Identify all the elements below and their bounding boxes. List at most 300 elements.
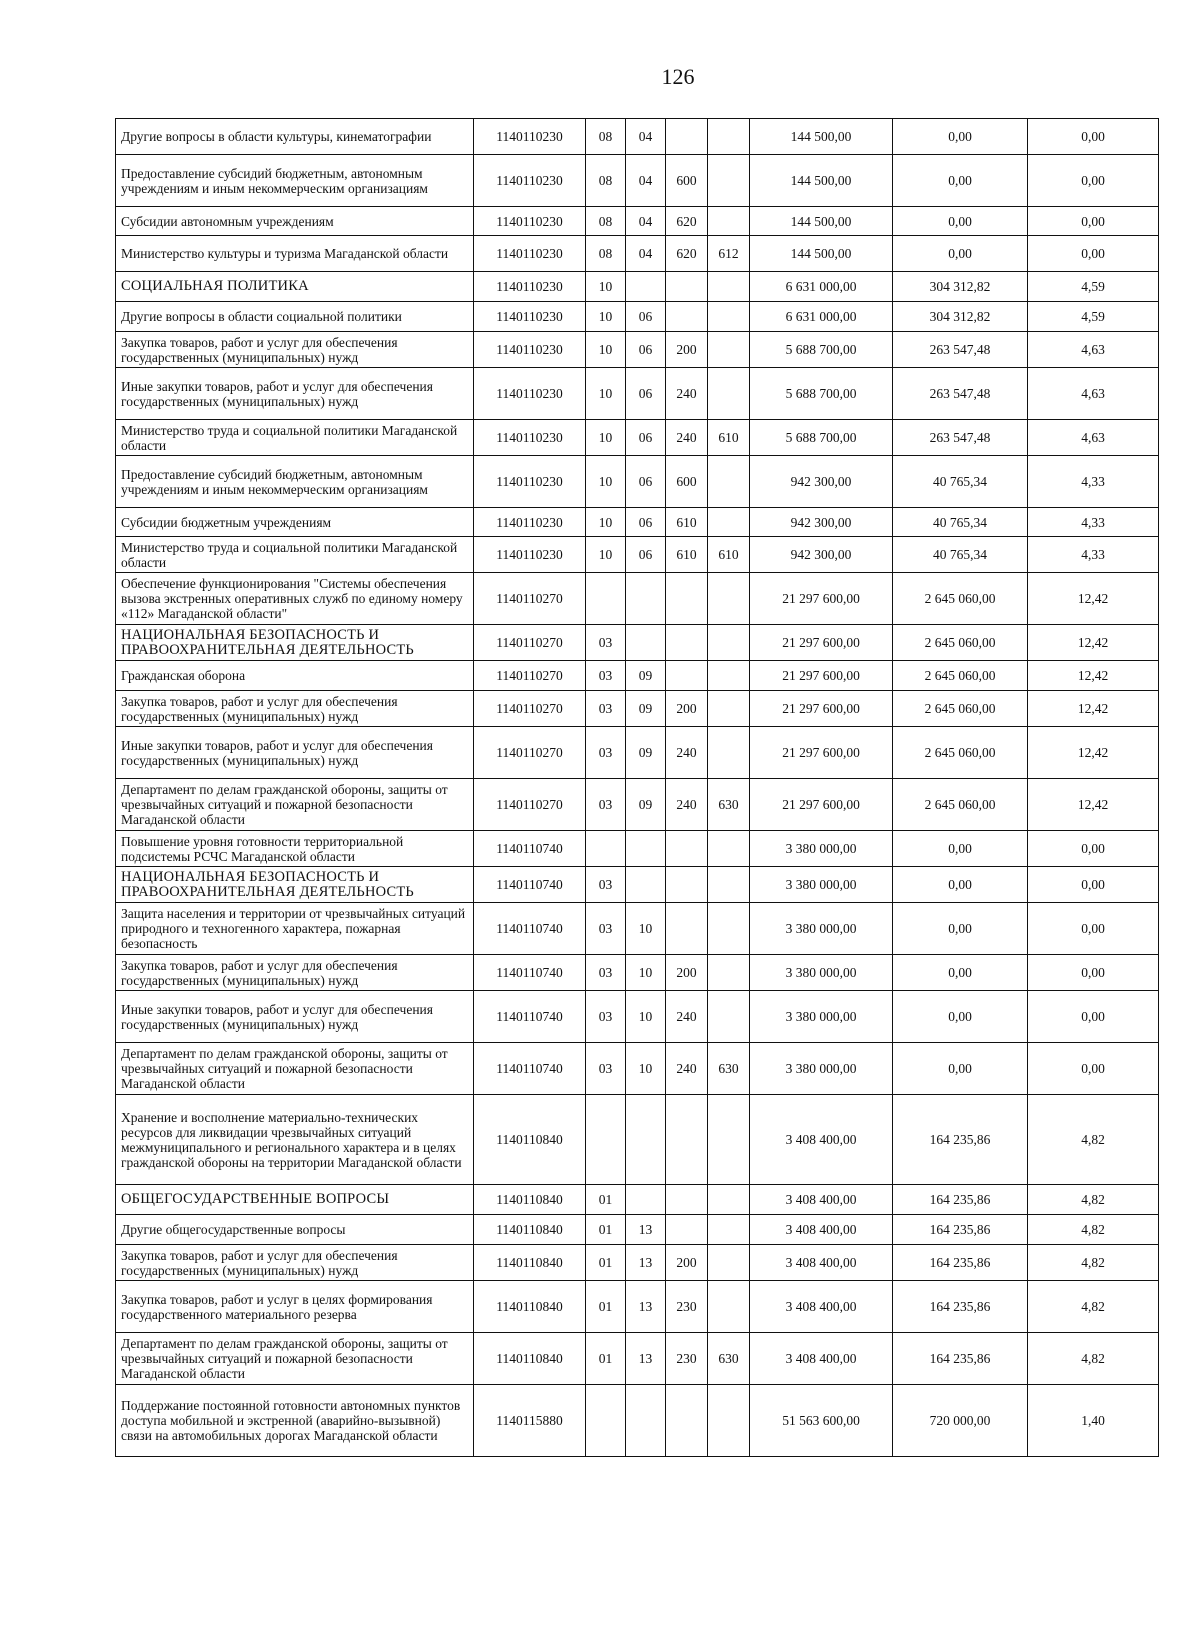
row-name-cell: Иные закупки товаров, работ и услуг для обеспечения государственных (муниципальных) нужд xyxy=(116,991,474,1043)
section-code-cell: 01 xyxy=(586,1281,626,1333)
target-article-code-cell: 1140110840 xyxy=(474,1333,586,1385)
planned-amount-cell: 3 408 400,00 xyxy=(750,1185,893,1215)
target-article-code-cell: 1140110230 xyxy=(474,508,586,537)
expense-type-code-cell xyxy=(666,625,708,661)
subsection-code-cell: 04 xyxy=(626,207,666,236)
planned-amount-cell: 144 500,00 xyxy=(750,155,893,207)
subsection-code-cell: 06 xyxy=(626,456,666,508)
subsection-code-cell: 06 xyxy=(626,537,666,573)
subsection-code-cell xyxy=(626,1185,666,1215)
target-article-code-cell: 1140110230 xyxy=(474,119,586,155)
subsection-code-cell: 10 xyxy=(626,1043,666,1095)
row-name-cell: Министерство культуры и туризма Магаданской области xyxy=(116,236,474,272)
target-article-code-cell: 1140110230 xyxy=(474,368,586,420)
section-code-cell: 03 xyxy=(586,691,626,727)
expense-type-code-cell xyxy=(666,573,708,625)
executed-amount-cell: 2 645 060,00 xyxy=(893,691,1028,727)
table-row xyxy=(116,903,1159,955)
execution-percent-cell: 0,00 xyxy=(1028,207,1159,236)
table-row xyxy=(116,727,1159,779)
administrator-code-cell: 630 xyxy=(708,1043,750,1095)
planned-amount-cell: 942 300,00 xyxy=(750,456,893,508)
target-article-code-cell: 1140110270 xyxy=(474,727,586,779)
table-row xyxy=(116,573,1159,625)
row-name-cell: Министерство труда и социальной политики Магаданской области xyxy=(116,537,474,573)
executed-amount-cell: 304 312,82 xyxy=(893,272,1028,302)
executed-amount-cell: 263 547,48 xyxy=(893,368,1028,420)
expense-type-code-cell: 200 xyxy=(666,691,708,727)
section-code-cell: 01 xyxy=(586,1245,626,1281)
executed-amount-cell: 164 235,86 xyxy=(893,1215,1028,1245)
subsection-code-cell xyxy=(626,1385,666,1457)
planned-amount-cell: 3 380 000,00 xyxy=(750,991,893,1043)
execution-percent-cell: 4,33 xyxy=(1028,537,1159,573)
subsection-code-cell: 06 xyxy=(626,332,666,368)
target-article-code-cell: 1140110230 xyxy=(474,420,586,456)
administrator-code-cell xyxy=(708,1245,750,1281)
executed-amount-cell: 0,00 xyxy=(893,991,1028,1043)
expense-type-code-cell: 240 xyxy=(666,727,708,779)
executed-amount-cell: 0,00 xyxy=(893,867,1028,903)
section-code-cell: 03 xyxy=(586,661,626,691)
planned-amount-cell: 5 688 700,00 xyxy=(750,368,893,420)
expense-type-code-cell xyxy=(666,1185,708,1215)
table-row xyxy=(116,272,1159,302)
administrator-code-cell xyxy=(708,1185,750,1215)
expense-type-code-cell: 610 xyxy=(666,508,708,537)
table-row xyxy=(116,691,1159,727)
section-code-cell: 08 xyxy=(586,119,626,155)
row-name-cell: Обеспечение функционирования "Системы обеспечения вызова экстренных оперативных служб по единому номеру «112» Магаданской области" xyxy=(116,573,474,625)
row-name-cell: Закупка товаров, работ и услуг для обеспечения государственных (муниципальных) нужд xyxy=(116,955,474,991)
target-article-code-cell: 1140110840 xyxy=(474,1095,586,1185)
row-name-cell: Департамент по делам гражданской обороны, защиты от чрезвычайных ситуаций и пожарной безопасности Магаданской области xyxy=(116,1333,474,1385)
table-row xyxy=(116,119,1159,155)
administrator-code-cell xyxy=(708,661,750,691)
table-row xyxy=(116,661,1159,691)
administrator-code-cell xyxy=(708,955,750,991)
execution-percent-cell: 4,82 xyxy=(1028,1333,1159,1385)
target-article-code-cell: 1140110840 xyxy=(474,1215,586,1245)
expense-type-code-cell: 230 xyxy=(666,1333,708,1385)
budget-table-body xyxy=(116,119,1159,1457)
execution-percent-cell: 0,00 xyxy=(1028,155,1159,207)
execution-percent-cell: 12,42 xyxy=(1028,625,1159,661)
planned-amount-cell: 51 563 600,00 xyxy=(750,1385,893,1457)
section-code-cell: 03 xyxy=(586,903,626,955)
section-code-cell: 10 xyxy=(586,272,626,302)
expense-type-code-cell: 240 xyxy=(666,779,708,831)
section-code-cell: 10 xyxy=(586,302,626,332)
expense-type-code-cell xyxy=(666,903,708,955)
table-row xyxy=(116,955,1159,991)
row-name-cell: НАЦИОНАЛЬНАЯ БЕЗОПАСНОСТЬ И ПРАВООХРАНИТЕЛЬНАЯ ДЕЯТЕЛЬНОСТЬ xyxy=(116,867,474,903)
planned-amount-cell: 21 297 600,00 xyxy=(750,691,893,727)
subsection-code-cell: 09 xyxy=(626,779,666,831)
planned-amount-cell: 942 300,00 xyxy=(750,537,893,573)
execution-percent-cell: 4,82 xyxy=(1028,1185,1159,1215)
execution-percent-cell: 0,00 xyxy=(1028,991,1159,1043)
administrator-code-cell xyxy=(708,302,750,332)
planned-amount-cell: 3 408 400,00 xyxy=(750,1281,893,1333)
section-code-cell: 03 xyxy=(586,991,626,1043)
administrator-code-cell xyxy=(708,1281,750,1333)
target-article-code-cell: 1140110740 xyxy=(474,831,586,867)
subsection-code-cell xyxy=(626,831,666,867)
subsection-code-cell xyxy=(626,867,666,903)
executed-amount-cell: 164 235,86 xyxy=(893,1185,1028,1215)
execution-percent-cell: 0,00 xyxy=(1028,955,1159,991)
subsection-code-cell: 09 xyxy=(626,691,666,727)
expense-type-code-cell: 620 xyxy=(666,207,708,236)
table-row xyxy=(116,625,1159,661)
execution-percent-cell: 0,00 xyxy=(1028,831,1159,867)
expense-type-code-cell xyxy=(666,831,708,867)
row-name-cell: Департамент по делам гражданской обороны, защиты от чрезвычайных ситуаций и пожарной безопасности Магаданской области xyxy=(116,1043,474,1095)
section-code-cell: 08 xyxy=(586,207,626,236)
executed-amount-cell: 304 312,82 xyxy=(893,302,1028,332)
table-row xyxy=(116,207,1159,236)
table-row xyxy=(116,302,1159,332)
target-article-code-cell: 1140115880 xyxy=(474,1385,586,1457)
table-row xyxy=(116,420,1159,456)
section-code-cell: 03 xyxy=(586,867,626,903)
table-row xyxy=(116,332,1159,368)
expense-type-code-cell: 230 xyxy=(666,1281,708,1333)
expense-type-code-cell: 620 xyxy=(666,236,708,272)
expense-type-code-cell xyxy=(666,1215,708,1245)
executed-amount-cell: 2 645 060,00 xyxy=(893,727,1028,779)
table-row xyxy=(116,155,1159,207)
planned-amount-cell: 3 408 400,00 xyxy=(750,1245,893,1281)
section-code-cell: 01 xyxy=(586,1333,626,1385)
expense-type-code-cell: 200 xyxy=(666,955,708,991)
administrator-code-cell: 610 xyxy=(708,537,750,573)
section-code-cell: 03 xyxy=(586,625,626,661)
planned-amount-cell: 21 297 600,00 xyxy=(750,625,893,661)
planned-amount-cell: 3 408 400,00 xyxy=(750,1215,893,1245)
planned-amount-cell: 3 380 000,00 xyxy=(750,831,893,867)
administrator-code-cell xyxy=(708,625,750,661)
row-name-cell: СОЦИАЛЬНАЯ ПОЛИТИКА xyxy=(116,272,474,302)
target-article-code-cell: 1140110270 xyxy=(474,661,586,691)
executed-amount-cell: 2 645 060,00 xyxy=(893,779,1028,831)
table-row xyxy=(116,508,1159,537)
executed-amount-cell: 2 645 060,00 xyxy=(893,661,1028,691)
planned-amount-cell: 3 408 400,00 xyxy=(750,1095,893,1185)
execution-percent-cell: 12,42 xyxy=(1028,691,1159,727)
execution-percent-cell: 0,00 xyxy=(1028,119,1159,155)
expense-type-code-cell xyxy=(666,867,708,903)
subsection-code-cell xyxy=(626,1095,666,1185)
execution-percent-cell: 0,00 xyxy=(1028,1043,1159,1095)
subsection-code-cell: 10 xyxy=(626,903,666,955)
administrator-code-cell xyxy=(708,368,750,420)
executed-amount-cell: 0,00 xyxy=(893,831,1028,867)
target-article-code-cell: 1140110740 xyxy=(474,991,586,1043)
target-article-code-cell: 1140110230 xyxy=(474,537,586,573)
execution-percent-cell: 0,00 xyxy=(1028,867,1159,903)
row-name-cell: Иные закупки товаров, работ и услуг для обеспечения государственных (муниципальных) нужд xyxy=(116,727,474,779)
planned-amount-cell: 5 688 700,00 xyxy=(750,332,893,368)
target-article-code-cell: 1140110740 xyxy=(474,867,586,903)
table-row xyxy=(116,236,1159,272)
target-article-code-cell: 1140110230 xyxy=(474,456,586,508)
section-code-cell: 08 xyxy=(586,155,626,207)
table-row xyxy=(116,1245,1159,1281)
section-code-cell xyxy=(586,831,626,867)
executed-amount-cell: 164 235,86 xyxy=(893,1281,1028,1333)
row-name-cell: Министерство труда и социальной политики Магаданской области xyxy=(116,420,474,456)
planned-amount-cell: 3 380 000,00 xyxy=(750,955,893,991)
page-number: 126 xyxy=(661,64,695,89)
row-name-cell: Другие вопросы в области культуры, кинематографии xyxy=(116,119,474,155)
expense-type-code-cell: 200 xyxy=(666,332,708,368)
execution-percent-cell: 4,59 xyxy=(1028,272,1159,302)
planned-amount-cell: 3 380 000,00 xyxy=(750,903,893,955)
row-name-cell: Повышение уровня готовности территориальной подсистемы РСЧС Магаданской области xyxy=(116,831,474,867)
planned-amount-cell: 3 408 400,00 xyxy=(750,1333,893,1385)
row-name-cell: Субсидии автономным учреждениям xyxy=(116,207,474,236)
row-name-cell: Поддержание постоянной готовности автономных пунктов доступа мобильной и экстренной (аварийно-вызывной) связи на автомобильных дорогах Магаданской области xyxy=(116,1385,474,1457)
row-name-cell: Закупка товаров, работ и услуг для обеспечения государственных (муниципальных) нужд xyxy=(116,691,474,727)
administrator-code-cell xyxy=(708,155,750,207)
administrator-code-cell: 610 xyxy=(708,420,750,456)
executed-amount-cell: 263 547,48 xyxy=(893,420,1028,456)
executed-amount-cell: 40 765,34 xyxy=(893,456,1028,508)
table-row xyxy=(116,1095,1159,1185)
planned-amount-cell: 5 688 700,00 xyxy=(750,420,893,456)
administrator-code-cell: 612 xyxy=(708,236,750,272)
execution-percent-cell: 0,00 xyxy=(1028,236,1159,272)
target-article-code-cell: 1140110230 xyxy=(474,207,586,236)
target-article-code-cell: 1140110840 xyxy=(474,1245,586,1281)
planned-amount-cell: 942 300,00 xyxy=(750,508,893,537)
executed-amount-cell: 164 235,86 xyxy=(893,1333,1028,1385)
execution-percent-cell: 12,42 xyxy=(1028,727,1159,779)
subsection-code-cell: 06 xyxy=(626,508,666,537)
table-row xyxy=(116,1185,1159,1215)
subsection-code-cell: 06 xyxy=(626,420,666,456)
executed-amount-cell: 2 645 060,00 xyxy=(893,625,1028,661)
table-row xyxy=(116,991,1159,1043)
execution-percent-cell: 4,63 xyxy=(1028,368,1159,420)
subsection-code-cell: 09 xyxy=(626,661,666,691)
budget-table xyxy=(115,118,1159,1457)
planned-amount-cell: 3 380 000,00 xyxy=(750,867,893,903)
subsection-code-cell: 10 xyxy=(626,991,666,1043)
expense-type-code-cell: 600 xyxy=(666,155,708,207)
administrator-code-cell xyxy=(708,272,750,302)
section-code-cell: 08 xyxy=(586,236,626,272)
target-article-code-cell: 1140110740 xyxy=(474,1043,586,1095)
executed-amount-cell: 263 547,48 xyxy=(893,332,1028,368)
expense-type-code-cell: 610 xyxy=(666,537,708,573)
administrator-code-cell xyxy=(708,119,750,155)
executed-amount-cell: 0,00 xyxy=(893,119,1028,155)
execution-percent-cell: 4,82 xyxy=(1028,1095,1159,1185)
table-row xyxy=(116,779,1159,831)
expense-type-code-cell xyxy=(666,1385,708,1457)
executed-amount-cell: 0,00 xyxy=(893,155,1028,207)
expense-type-code-cell xyxy=(666,302,708,332)
row-name-cell: Иные закупки товаров, работ и услуг для обеспечения государственных (муниципальных) нужд xyxy=(116,368,474,420)
administrator-code-cell: 630 xyxy=(708,779,750,831)
table-row xyxy=(116,831,1159,867)
section-code-cell: 10 xyxy=(586,456,626,508)
table-row xyxy=(116,1281,1159,1333)
administrator-code-cell xyxy=(708,207,750,236)
planned-amount-cell: 144 500,00 xyxy=(750,236,893,272)
subsection-code-cell: 04 xyxy=(626,155,666,207)
administrator-code-cell xyxy=(708,727,750,779)
target-article-code-cell: 1140110230 xyxy=(474,272,586,302)
row-name-cell: ОБЩЕГОСУДАРСТВЕННЫЕ ВОПРОСЫ xyxy=(116,1185,474,1215)
expense-type-code-cell: 240 xyxy=(666,991,708,1043)
subsection-code-cell xyxy=(626,625,666,661)
executed-amount-cell: 0,00 xyxy=(893,1043,1028,1095)
row-name-cell: Закупка товаров, работ и услуг для обеспечения государственных (муниципальных) нужд xyxy=(116,1245,474,1281)
planned-amount-cell: 144 500,00 xyxy=(750,207,893,236)
subsection-code-cell: 10 xyxy=(626,955,666,991)
section-code-cell: 10 xyxy=(586,537,626,573)
section-code-cell: 01 xyxy=(586,1185,626,1215)
target-article-code-cell: 1140110840 xyxy=(474,1185,586,1215)
executed-amount-cell: 164 235,86 xyxy=(893,1245,1028,1281)
row-name-cell: Другие общегосударственные вопросы xyxy=(116,1215,474,1245)
subsection-code-cell: 13 xyxy=(626,1281,666,1333)
section-code-cell: 03 xyxy=(586,955,626,991)
planned-amount-cell: 21 297 600,00 xyxy=(750,779,893,831)
planned-amount-cell: 21 297 600,00 xyxy=(750,573,893,625)
expense-type-code-cell xyxy=(666,661,708,691)
executed-amount-cell: 164 235,86 xyxy=(893,1095,1028,1185)
target-article-code-cell: 1140110740 xyxy=(474,903,586,955)
administrator-code-cell xyxy=(708,508,750,537)
planned-amount-cell: 3 380 000,00 xyxy=(750,1043,893,1095)
subsection-code-cell xyxy=(626,573,666,625)
subsection-code-cell xyxy=(626,272,666,302)
administrator-code-cell xyxy=(708,1215,750,1245)
expense-type-code-cell: 240 xyxy=(666,420,708,456)
table-row xyxy=(116,1333,1159,1385)
execution-percent-cell: 4,82 xyxy=(1028,1215,1159,1245)
row-name-cell: Защита населения и территории от чрезвычайных ситуаций природного и техногенного характера, пожарная безопасность xyxy=(116,903,474,955)
target-article-code-cell: 1140110230 xyxy=(474,332,586,368)
section-code-cell: 03 xyxy=(586,1043,626,1095)
execution-percent-cell: 4,82 xyxy=(1028,1281,1159,1333)
planned-amount-cell: 144 500,00 xyxy=(750,119,893,155)
administrator-code-cell xyxy=(708,831,750,867)
administrator-code-cell xyxy=(708,1385,750,1457)
section-code-cell xyxy=(586,573,626,625)
planned-amount-cell: 21 297 600,00 xyxy=(750,661,893,691)
execution-percent-cell: 4,33 xyxy=(1028,456,1159,508)
execution-percent-cell: 0,00 xyxy=(1028,903,1159,955)
execution-percent-cell: 1,40 xyxy=(1028,1385,1159,1457)
subsection-code-cell: 13 xyxy=(626,1245,666,1281)
expense-type-code-cell xyxy=(666,1095,708,1185)
row-name-cell: Закупка товаров, работ и услуг в целях формирования государственного материального резерва xyxy=(116,1281,474,1333)
executed-amount-cell: 0,00 xyxy=(893,236,1028,272)
target-article-code-cell: 1140110270 xyxy=(474,625,586,661)
administrator-code-cell xyxy=(708,332,750,368)
target-article-code-cell: 1140110230 xyxy=(474,155,586,207)
expense-type-code-cell: 240 xyxy=(666,368,708,420)
executed-amount-cell: 40 765,34 xyxy=(893,537,1028,573)
target-article-code-cell: 1140110270 xyxy=(474,691,586,727)
expense-type-code-cell: 200 xyxy=(666,1245,708,1281)
execution-percent-cell: 4,63 xyxy=(1028,420,1159,456)
section-code-cell: 03 xyxy=(586,727,626,779)
subsection-code-cell: 04 xyxy=(626,119,666,155)
expense-type-code-cell: 240 xyxy=(666,1043,708,1095)
row-name-cell: Другие вопросы в области социальной политики xyxy=(116,302,474,332)
subsection-code-cell: 04 xyxy=(626,236,666,272)
table-row xyxy=(116,1215,1159,1245)
section-code-cell: 10 xyxy=(586,508,626,537)
administrator-code-cell xyxy=(708,691,750,727)
row-name-cell: Субсидии бюджетным учреждениям xyxy=(116,508,474,537)
section-code-cell: 10 xyxy=(586,332,626,368)
target-article-code-cell: 1140110740 xyxy=(474,955,586,991)
row-name-cell: Хранение и восполнение материально-технических ресурсов для ликвидации чрезвычайных ситуаций межмуниципального и регионального характера и в целях гражданской обороны на территории Магаданской области xyxy=(116,1095,474,1185)
executed-amount-cell: 2 645 060,00 xyxy=(893,573,1028,625)
table-row xyxy=(116,368,1159,420)
executed-amount-cell: 0,00 xyxy=(893,955,1028,991)
row-name-cell: Предоставление субсидий бюджетным, автономным учреждениям и иным некоммерческим организациям xyxy=(116,155,474,207)
planned-amount-cell: 6 631 000,00 xyxy=(750,302,893,332)
execution-percent-cell: 4,59 xyxy=(1028,302,1159,332)
execution-percent-cell: 4,33 xyxy=(1028,508,1159,537)
expense-type-code-cell: 600 xyxy=(666,456,708,508)
subsection-code-cell: 13 xyxy=(626,1333,666,1385)
table-row xyxy=(116,537,1159,573)
execution-percent-cell: 12,42 xyxy=(1028,573,1159,625)
subsection-code-cell: 09 xyxy=(626,727,666,779)
table-row xyxy=(116,867,1159,903)
execution-percent-cell: 12,42 xyxy=(1028,779,1159,831)
administrator-code-cell xyxy=(708,1095,750,1185)
target-article-code-cell: 1140110270 xyxy=(474,779,586,831)
execution-percent-cell: 4,82 xyxy=(1028,1245,1159,1281)
administrator-code-cell xyxy=(708,456,750,508)
subsection-code-cell: 06 xyxy=(626,368,666,420)
target-article-code-cell: 1140110270 xyxy=(474,573,586,625)
row-name-cell: Закупка товаров, работ и услуг для обеспечения государственных (муниципальных) нужд xyxy=(116,332,474,368)
planned-amount-cell: 21 297 600,00 xyxy=(750,727,893,779)
row-name-cell: Гражданская оборона xyxy=(116,661,474,691)
section-code-cell: 03 xyxy=(586,779,626,831)
administrator-code-cell xyxy=(708,991,750,1043)
table-row xyxy=(116,1385,1159,1457)
table-row xyxy=(116,1043,1159,1095)
row-name-cell: НАЦИОНАЛЬНАЯ БЕЗОПАСНОСТЬ И ПРАВООХРАНИТЕЛЬНАЯ ДЕЯТЕЛЬНОСТЬ xyxy=(116,625,474,661)
section-code-cell: 10 xyxy=(586,368,626,420)
administrator-code-cell xyxy=(708,867,750,903)
table-row xyxy=(116,456,1159,508)
target-article-code-cell: 1140110230 xyxy=(474,236,586,272)
executed-amount-cell: 40 765,34 xyxy=(893,508,1028,537)
subsection-code-cell: 13 xyxy=(626,1215,666,1245)
row-name-cell: Департамент по делам гражданской обороны, защиты от чрезвычайных ситуаций и пожарной безопасности Магаданской области xyxy=(116,779,474,831)
administrator-code-cell: 630 xyxy=(708,1333,750,1385)
execution-percent-cell: 4,63 xyxy=(1028,332,1159,368)
target-article-code-cell: 1140110840 xyxy=(474,1281,586,1333)
section-code-cell xyxy=(586,1095,626,1185)
administrator-code-cell xyxy=(708,903,750,955)
section-code-cell xyxy=(586,1385,626,1457)
